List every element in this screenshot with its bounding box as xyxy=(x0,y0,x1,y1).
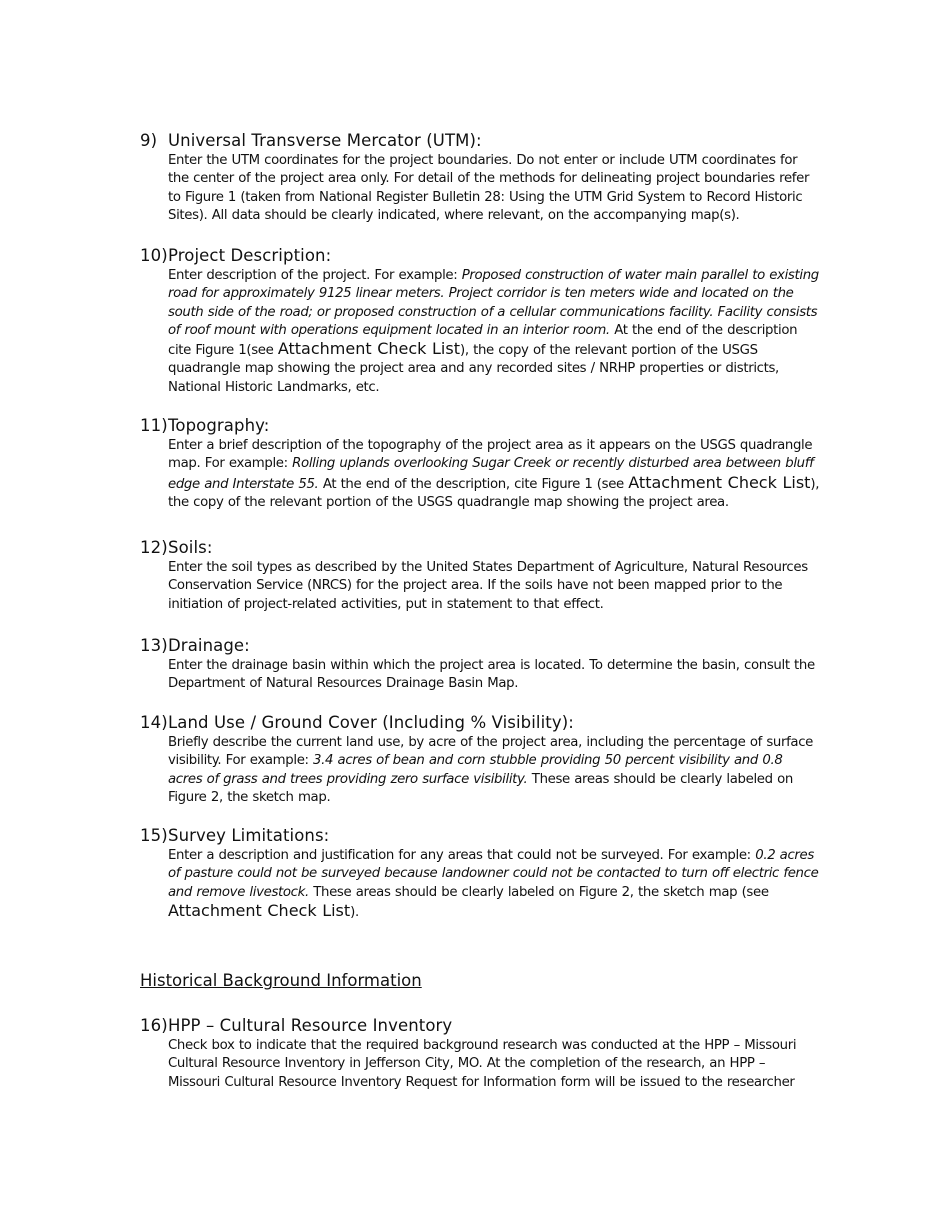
body-text: ). xyxy=(350,904,359,920)
section-title: Universal Transverse Mercator (UTM): xyxy=(168,131,482,150)
section-project-description xyxy=(140,245,820,397)
section-title: Land Use / Ground Cover (Including % Visibility): xyxy=(168,713,574,732)
body-example: 3.4 acres of bean and corn stubble providing 50 percent visibility and 0.8 acres of grass and trees providing zero surface visibility. xyxy=(168,753,783,787)
section-title: HPP – Cultural Resource Inventory xyxy=(168,1016,453,1035)
section-heading xyxy=(140,635,820,657)
body-example: Proposed construction of water main parallel to existing road for approximately 9125 linear meters. Project corridor is ten meters wide and located on the south side of the road; or proposed construction of a cellular communications facility. Facility consists of roof mount with operations equipment located in an interior room. xyxy=(168,268,819,338)
section-heading xyxy=(140,415,820,437)
body-intro: Enter a description and justification for any areas that could not be surveyed. For example: xyxy=(168,848,756,863)
body-example: 0.2 acres of pasture could not be surveyed because landowner could not be contacted to turn off electric fence and remove livestock. xyxy=(168,848,819,900)
section-title: Soils: xyxy=(168,538,213,557)
body-text: At the end of the description, cite Figure 1 (see xyxy=(318,476,629,492)
section-body: Check box to indicate that the required background research was conducted at the HPP – Missouri Cultural Resource Inventory in Jefferson City, MO. At the completion of the research, an HPP – Missouri Cultural Resource Inventory Request for Information form will be issued to the researcher xyxy=(168,1038,797,1090)
section-number: 16) xyxy=(140,1016,168,1035)
section-body: Enter the UTM coordinates for the project boundaries. Do not enter or include UTM coordinates for the center of the project area only. For detail of the methods for delineating project boundaries refer to Figure 1 (taken from National Register Bulletin 28: Using the UTM Grid System to Record Historic Sites). All data should be clearly indicated, where relevant, on the accompanying map(s). xyxy=(168,153,810,223)
body-text: These areas should be clearly labeled on Figure 2, the sketch map (see xyxy=(308,884,769,900)
section-title: Survey Limitations: xyxy=(168,826,330,845)
body-intro: Enter a brief description of the topography of the project area as it appears on the USGS quadrangle map. For example: xyxy=(168,438,813,472)
body-text: ), the copy of the relevant portion of the USGS quadrangle map showing the project area and any recorded sites / NRHP properties or districts, National Historic Landmarks, etc. xyxy=(168,343,779,395)
section-hpp-cultural-resource-inventory xyxy=(140,1015,820,1092)
section-topography xyxy=(140,415,820,512)
section-number: 14) xyxy=(140,713,168,732)
section-soils xyxy=(140,537,820,614)
section-heading xyxy=(140,1015,820,1037)
section-number: 13) xyxy=(140,636,168,655)
section-heading xyxy=(140,825,820,847)
body-text: ), the copy of the relevant portion of the USGS quadrangle map showing the project area. xyxy=(168,476,820,510)
section-body xyxy=(168,847,820,922)
section-number: 11) xyxy=(140,416,168,435)
section-body: Enter the soil types as described by the United States Department of Agriculture, Natural Resources Conservation Service (NRCS) for the project area. If the soils have not been mapped prior to the initiation of project-related activities, put in statement to that effect. xyxy=(168,560,808,612)
section-survey-limitations xyxy=(140,825,820,922)
section-heading xyxy=(140,130,820,152)
attachment-check-list-reference: Attachment Check List xyxy=(168,900,351,920)
section-number: 10) xyxy=(140,246,168,265)
section-heading xyxy=(140,712,820,734)
section-drainage xyxy=(140,635,820,694)
section-heading xyxy=(140,245,820,267)
attachment-check-list-reference: Attachment Check List xyxy=(628,472,811,492)
body-text: These areas should be clearly labeled on Figure 2, the sketch map. xyxy=(168,771,793,805)
section-heading xyxy=(140,537,820,559)
section-title: Topography: xyxy=(168,416,270,435)
body-example: Rolling uplands overlooking Sugar Creek or recently disturbed area between bluff edge and Interstate 55. xyxy=(168,456,814,492)
section-title: Drainage: xyxy=(168,636,250,655)
attachment-check-list-reference: Attachment Check List xyxy=(277,339,460,359)
section-body xyxy=(168,267,820,397)
historical-background-heading: Historical Background Information xyxy=(140,971,422,990)
body-intro: Briefly describe the current land use, by acre of the project area, including the percentage of surface visibility. For example: xyxy=(168,735,814,769)
section-body: Enter the drainage basin within which the project area is located. To determine the basin, consult the Department of Natural Resources Drainage Basin Map. xyxy=(168,658,815,692)
section-body xyxy=(168,437,820,512)
section-number: 15) xyxy=(140,826,168,845)
body-text: At the end of the description cite Figure 1(see xyxy=(168,322,798,359)
section-utm xyxy=(140,130,820,225)
section-title: Project Description: xyxy=(168,246,332,265)
body-intro: Enter description of the project. For example: xyxy=(168,268,462,283)
section-body xyxy=(168,734,820,807)
section-number: 12) xyxy=(140,538,168,557)
section-number: 9) xyxy=(140,131,158,150)
section-land-use xyxy=(140,712,820,807)
